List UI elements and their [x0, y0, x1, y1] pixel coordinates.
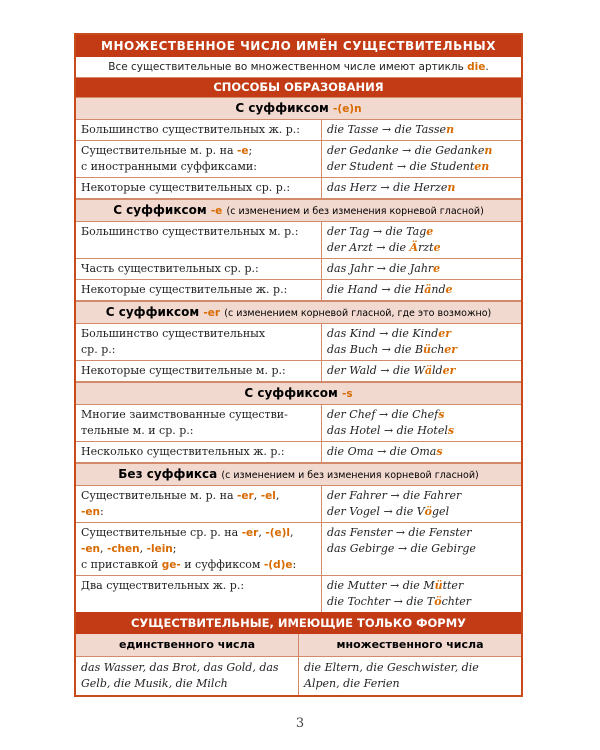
table-row: Существительные м. р. на -e; с иностранными суффиксами: der Gedanke → die Gedanken der Student → die Studenten [76, 141, 521, 178]
table-row: Большинство существительных ср. р.: das Kind → die Kinder das Buch → die Bücher [76, 324, 521, 361]
plural-list: die Eltern, die Geschwister, die Alpen, die Ferien [304, 661, 479, 690]
singular-list: das Wasser, das Brot, das Gold, das Gelb, die Musik, die Milch [76, 657, 299, 695]
only-form-columns [76, 634, 521, 657]
section-suffix-er: С суффиксом -er (с изменением корневой гласной, где это возможно) [76, 301, 521, 324]
table-row: Несколько существительных ж. р.: die Oma → die Omas [76, 442, 521, 463]
plural-head: множественного числа [336, 638, 484, 651]
only-form-heading: СУЩЕСТВИТЕЛЬНЫЕ, ИМЕЮЩИЕ ТОЛЬКО ФОРМУ [76, 612, 521, 634]
page-title: МНОЖЕСТВЕННОЕ ЧИСЛО ИМЁН СУЩЕСТВИТЕЛЬНЫХ [76, 35, 521, 57]
table-row: Существительные ср. р. на -er, -(e)l, -en, -chen, -lein; с приставкой ge- и суффиксом -(d)e: das Fenster → die Fenster das Gebirge → die Gebirge [76, 523, 521, 576]
article-note: Все существительные во множественном числе имеют артикль die. [76, 57, 521, 78]
section-suffix-e: С суффиксом -e (с изменением и без изменения корневой гласной) [76, 199, 521, 222]
table-row: Некоторые существительные ж. р.: die Hand → die Hände [76, 280, 521, 301]
section-no-suffix: Без суффикса (с изменением и без изменения корневой гласной) [76, 463, 521, 486]
section-suffix-s: С суффиксом -s [76, 382, 521, 405]
methods-heading: СПОСОБЫ ОБРАЗОВАНИЯ [76, 78, 521, 97]
page-number: 3 [295, 716, 305, 731]
plural-nouns-table [74, 33, 523, 697]
singular-head: единственного числа [76, 634, 299, 656]
only-form-body [76, 657, 521, 695]
table-row: Большинство существительных ж. р.: die Tasse → die Tassen [76, 120, 521, 141]
table-row: Некоторые существительных ср. р.: das Herz → die Herzen [76, 178, 521, 199]
table-row: Часть существительных ср. р.: das Jahr → die Jahre [76, 259, 521, 280]
table-row: Большинство существительных м. р.: der Tag → die Tage der Arzt → die Ärzte [76, 222, 521, 259]
section-suffix-en: С суффиксом -(e)n [76, 97, 521, 120]
table-row: Некоторые существительные м. р.: der Wald → die Wälder [76, 361, 521, 382]
table-row: Многие заимствованные существи- тельные м. и ср. р.: der Chef → die Chefs das Hotel → die Hotels [76, 405, 521, 442]
table-row: Два существительных ж. р.: die Mutter → die Mütter die Tochter → die Töchter [76, 576, 521, 612]
table-row: Существительные м. р. на -er, -el, -en: der Fahrer → die Fahrer der Vogel → die Vögel [76, 486, 521, 523]
